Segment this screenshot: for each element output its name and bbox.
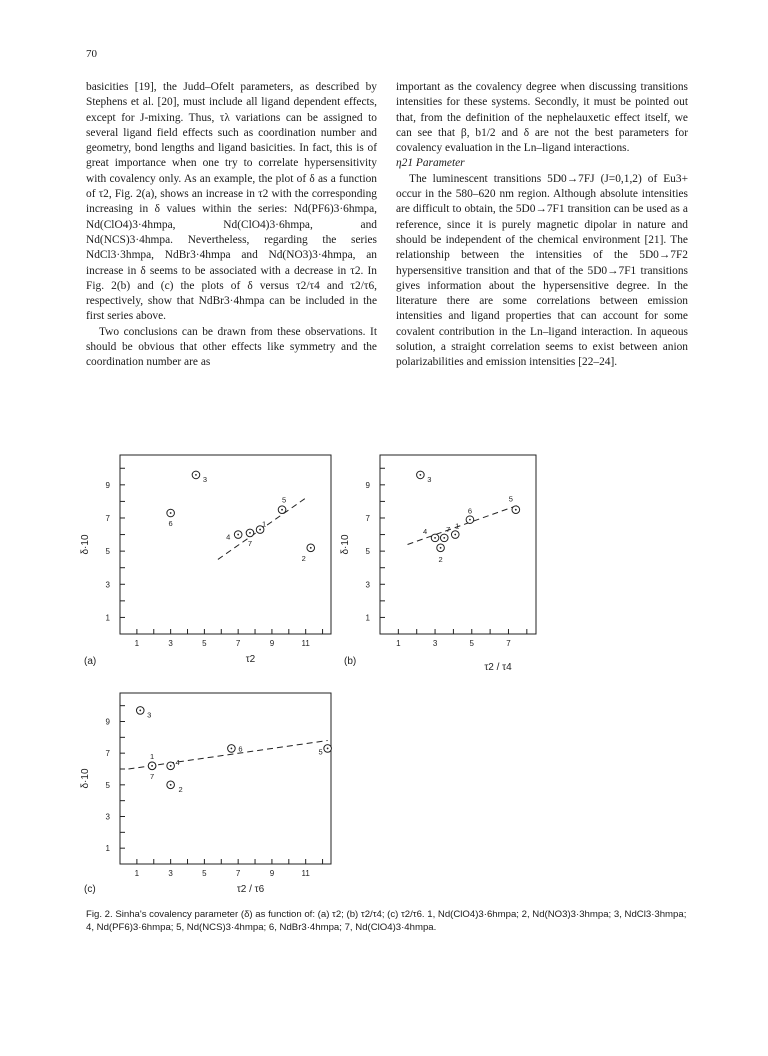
right-column: [396, 80, 688, 371]
y-tick-label: 7: [105, 749, 110, 759]
data-point-center: [310, 547, 312, 549]
panel-label: (b): [344, 656, 357, 667]
data-point-label: 3: [202, 474, 208, 484]
x-tick-label: 5: [202, 639, 207, 648]
x-tick-label: 1: [396, 639, 401, 648]
left-paragraph-2: Two conclusions can be drawn from these observations. It should be obvious that other effects like symmetry and the coordination number are as: [86, 325, 377, 369]
trend-line: [408, 505, 520, 545]
y-tick-label: 5: [365, 547, 370, 557]
plot-c: [76, 685, 346, 907]
y-axis-label: δ·10: [80, 534, 91, 555]
data-point-label: 7: [446, 524, 451, 534]
x-tick-label: 1: [134, 869, 140, 878]
right-paragraph-1: important as the covalency degree when discussing transitions intensities for these systems. Secondly, it must be pointed out that, from the definition of the nephelauxetic effect itself, we can see that β, b1/2 and δ are not the best parameters for covalency evaluation in the Ln–ligand interactions.: [396, 81, 688, 155]
x-tick-label: 7: [235, 639, 241, 648]
x-tick-label: 3: [168, 639, 173, 648]
data-point-label: 3: [147, 710, 152, 720]
data-point-label: 4: [422, 526, 428, 536]
x-tick-label: 9: [269, 639, 275, 648]
data-point-center: [434, 537, 436, 539]
x-axis-label: τ2 / τ6: [236, 884, 265, 895]
x-tick-label: 3: [432, 639, 438, 648]
y-tick-label: 9: [365, 480, 370, 490]
data-point-center: [469, 519, 471, 521]
data-point-center: [259, 529, 261, 531]
data-point-center: [281, 509, 283, 511]
data-point-label: 6: [168, 519, 173, 529]
plot-a-svg: [76, 430, 346, 680]
x-tick-label: 7: [235, 869, 241, 878]
y-tick-label: 1: [105, 613, 110, 623]
data-point-center: [139, 710, 141, 712]
left-column: [86, 80, 377, 371]
data-point-label: 1: [262, 519, 267, 529]
x-tick-label: 7: [506, 639, 511, 648]
data-point-center: [440, 547, 442, 549]
data-point-center: [327, 748, 329, 750]
figure-caption: Fig. 2. Sinha's covalency parameter (δ) as function of: (a) τ2; (b) τ2/τ4; (c) τ2/τ6. 1, Nd(ClO4)3·6hmpa; 2, Nd(NO3)3·3hmpa; 3, NdCl3·3hmpa; 4, Nd(PF6)3·6hmpa; 5, Nd(NCS)3·4hmpa; 6, NdBr3·4hmpa; 7, Nd(ClO4)3·4hmpa.: [86, 909, 687, 933]
data-point-label: 6: [238, 744, 243, 754]
y-tick-label: 3: [365, 580, 370, 590]
y-tick-label: 5: [105, 780, 110, 790]
y-tick-label: 1: [105, 844, 110, 854]
x-axis-label: τ2 / τ4: [484, 662, 512, 673]
data-point-label: 1: [455, 521, 460, 531]
y-tick-label: 9: [105, 717, 110, 727]
data-point-label: 4: [175, 757, 180, 767]
plot-b-svg: [336, 430, 546, 680]
trend-line: [128, 741, 327, 770]
x-axis-label: τ2: [245, 654, 256, 665]
panel-label: (a): [84, 656, 97, 667]
plot-c-svg: [76, 685, 346, 907]
y-tick-label: 3: [105, 812, 110, 822]
y-tick-label: 7: [365, 513, 370, 523]
left-paragraph-1: basicities [19], the Judd–Ofelt parameters, as described by Stephens et al. [20], must include all ligand dependent effects, except for J-mixing. Thus, τλ variations can be assigned to several ligand field effects such as coordination number and geometry, bond lengths and ligand basicities. In fact, this is of great importance when one try to correlate hypersensitivity with covalency only. As an example, the plot of δ as a function of τ2, Fig. 2(a), shows an increase in τ2 with the corresponding increasing in δ values within the series: Nd(PF6)3·6hmpa, Nd(ClO4)3·4hmpa, Nd(ClO4)3·6hmpa, and Nd(NCS)3·4hmpa. Nevertheless, regarding the series NdCl3·3hmpa, NdBr3·4hmpa and Nd(NO3)3·4hmpa, an increase in δ seems to be associated with a decrease in τ2. In Fig. 2(b) and (c) the plots of δ versus τ2/τ4 and τ2/τ6, respectively, show that NdBr3·4hmpa can be included in the first series above.: [86, 81, 377, 323]
data-point-center: [237, 534, 239, 536]
y-tick-label: 1: [365, 613, 370, 623]
x-tick-label: 1: [134, 639, 140, 648]
data-point-center: [419, 474, 421, 476]
plot-frame: [120, 455, 331, 634]
data-point-label: 5: [318, 747, 323, 757]
data-point-center: [170, 784, 172, 786]
data-point-center: [249, 532, 251, 534]
data-point-label: 6: [467, 506, 473, 516]
data-point-center: [170, 765, 172, 767]
data-point-label: 5: [281, 495, 287, 505]
page-number: 70: [86, 48, 97, 60]
x-tick-label: 3: [168, 869, 173, 878]
data-point-center: [443, 537, 445, 539]
data-point-label: 2: [178, 784, 183, 794]
plot-frame: [380, 455, 536, 634]
y-tick-label: 5: [105, 547, 110, 557]
data-point-label: 7: [247, 538, 253, 548]
data-point-center: [231, 748, 233, 750]
data-point-center: [195, 474, 197, 476]
plot-a: [76, 430, 346, 680]
data-point-label: 5: [508, 494, 513, 504]
data-point-label: 4: [226, 532, 231, 542]
data-point-center: [170, 512, 172, 514]
x-tick-label: 5: [202, 869, 207, 878]
plot-b: [336, 430, 546, 680]
data-point-label: 3: [427, 474, 432, 484]
y-axis-label: δ·10: [340, 534, 351, 555]
data-point-center: [515, 509, 517, 511]
x-tick-label: 5: [469, 639, 474, 648]
data-point-center: [454, 534, 456, 536]
y-tick-label: 3: [105, 580, 110, 590]
y-tick-label: 9: [105, 480, 110, 490]
y-tick-label: 7: [105, 513, 110, 523]
data-point-label: 2: [301, 553, 306, 563]
data-point-label: 7: [149, 771, 155, 781]
section-heading: η21 Parameter: [396, 157, 465, 170]
x-tick-label: 9: [269, 869, 275, 878]
right-paragraph-2: The luminescent transitions 5D0→7FJ (J=0,1,2) of Eu3+ occur in the 580–620 nm region. Although absolute intensities are difficult to obtain, the 5D0→7F1 transition can be used as a reference, since it is purely magnetic dipolar in nature and should be independent of the chemical environment [21]. The relationship between the intensities of the 5D0→7F2 hypersensitive transition and that of the 5D0→7F1 transitions gives information about the hypersensitive degree. In the literature there are some correlations between emission intensities and ligand properties that can account for some covalent contribution in the Ln–ligand interaction. In aqueous solution, a straight correlation seems to exist between anion polarizabilities and emission intensities [22–24].: [396, 172, 688, 369]
x-tick-label: 11: [301, 869, 310, 878]
data-point-label: 2: [438, 554, 443, 564]
data-point-center: [151, 765, 153, 767]
x-tick-label: 11: [301, 639, 310, 648]
data-point-label: 1: [149, 751, 155, 761]
panel-label: (c): [84, 884, 96, 895]
y-axis-label: δ·10: [80, 768, 91, 789]
